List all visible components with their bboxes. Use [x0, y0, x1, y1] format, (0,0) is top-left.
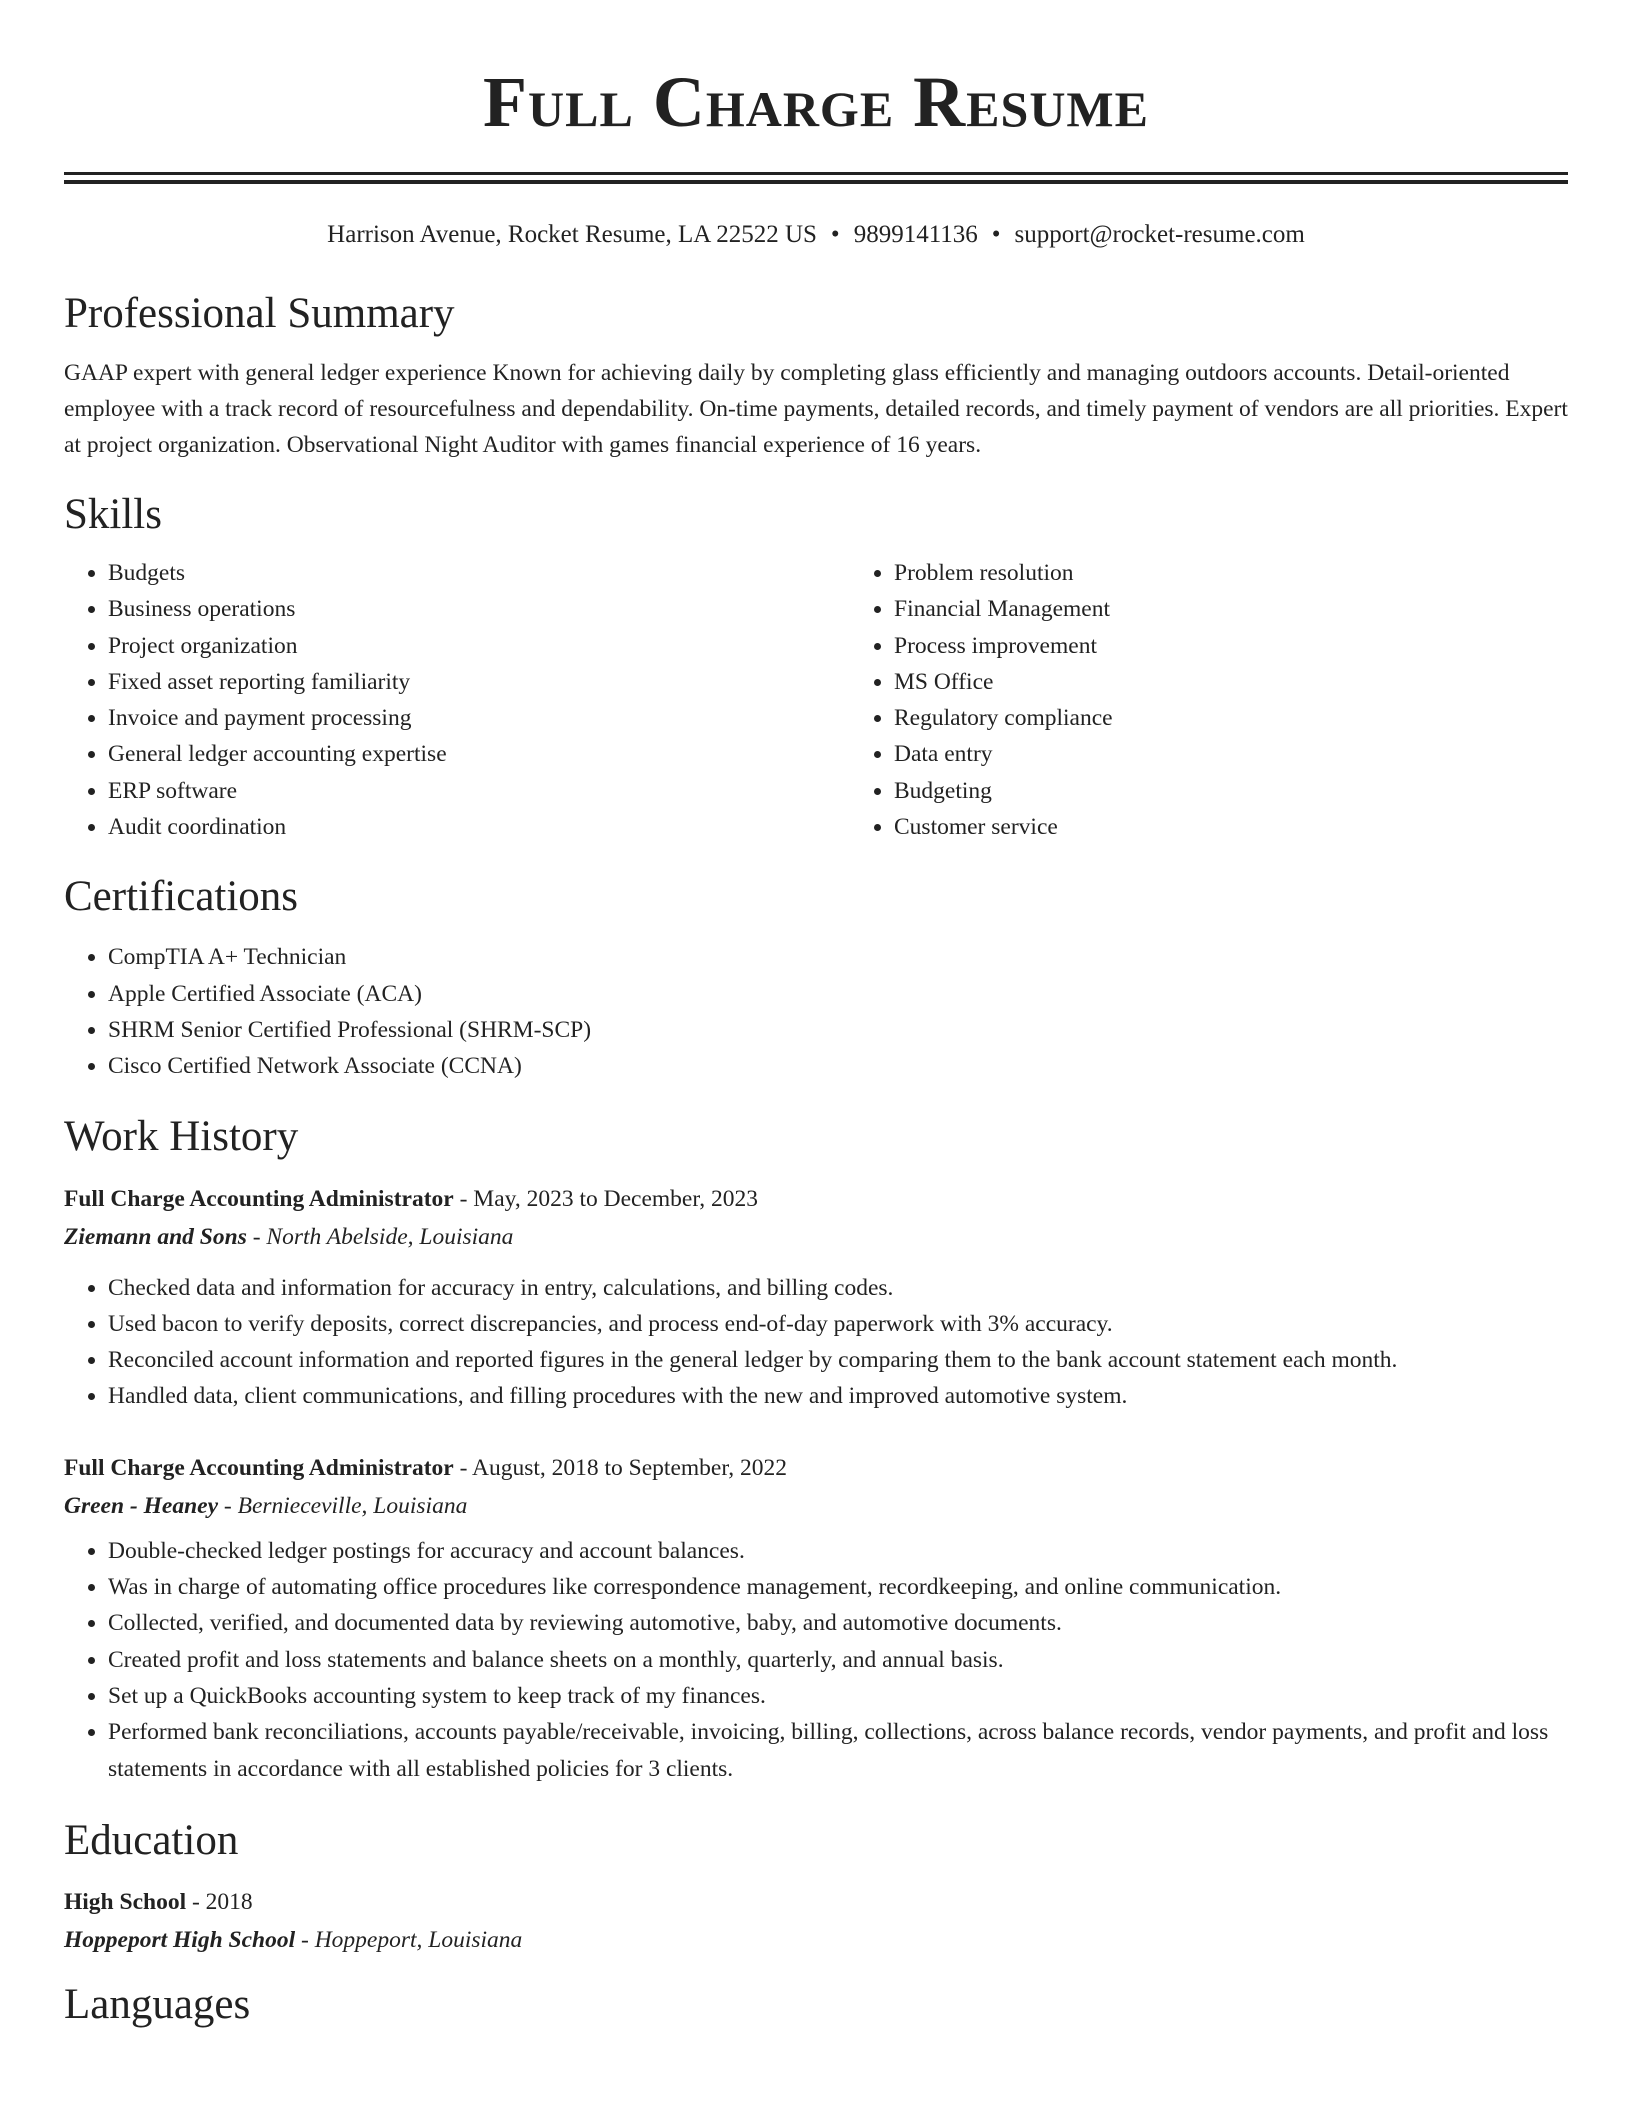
contact-separator: • [991, 221, 1001, 248]
contact-line [64, 220, 1568, 250]
skill-item: • Project organization [108, 628, 850, 664]
contact-email: support@rocket-resume.com [1014, 221, 1305, 248]
skill-item: • Budgeting [894, 773, 1568, 809]
skill-item: • ERP software [108, 773, 850, 809]
skill-item: • MS Office [894, 664, 1568, 700]
company-location: - Bernieceville, Louisiana [218, 1492, 468, 1519]
skill-item: • Financial Management [894, 591, 1568, 627]
job-duty: • Created profit and loss statements and balance sheets on a monthly, quarterly, and annual basis. [108, 1642, 1568, 1678]
education-heading: Education [64, 1816, 239, 1864]
company-name: Green - Heaney [64, 1492, 219, 1519]
contact-separator: • [830, 221, 840, 248]
graduation-year: - 2018 [186, 1888, 253, 1915]
work-history-heading: Work History [64, 1112, 299, 1160]
skill-item: • Fixed asset reporting familiarity [108, 664, 850, 700]
contact-address: Harrison Avenue, Rocket Resume, LA 22522 US [327, 221, 817, 248]
certification-item: • SHRM Senior Certified Professional (SHRM-SCP) [108, 1012, 1568, 1048]
job-duty: • Double-checked ledger postings for accuracy and account balances. [108, 1533, 1568, 1569]
school-name: Hoppeport High School [64, 1926, 296, 1953]
job-title-line [64, 1180, 1568, 1218]
skill-item: • Audit coordination [108, 809, 850, 845]
degree-line [64, 1883, 1568, 1921]
contact-phone: 9899141136 [853, 221, 978, 248]
certification-item: • Apple Certified Associate (ACA) [108, 976, 1568, 1012]
job-duties-list [64, 1533, 1568, 1787]
job-duty: • Set up a QuickBooks accounting system to keep track of my finances. [108, 1678, 1568, 1714]
resume-name: Full Charge Resume [483, 62, 1149, 142]
job-title: Full Charge Accounting Administrator [64, 1454, 454, 1481]
job-entry [64, 1180, 1568, 1415]
summary-heading: Professional Summary [64, 290, 455, 337]
school-line [64, 1921, 1568, 1959]
summary-text: GAAP expert with general ledger experience Known for achieving daily by completing glass efficiently and managing outdoors accounts. Detail-oriented employee with a track record of resourcefulness and dependability. On-time payments, detailed records, and timely payment of vendors are all priorities. Expert at project organization. Observational Night Auditor with games financial experience of 16 years. [64, 360, 1568, 458]
degree: High School [64, 1888, 187, 1915]
certification-item: • Cisco Certified Network Associate (CCNA) [108, 1048, 1568, 1084]
skill-item: • Customer service [894, 809, 1568, 845]
job-entry [64, 1449, 1568, 1787]
skill-item: • Regulatory compliance [894, 700, 1568, 736]
job-title-line [64, 1449, 1568, 1487]
job-duty: • Checked data and information for accuracy in entry, calculations, and billing codes. [108, 1270, 1568, 1306]
job-dates: - August, 2018 to September, 2022 [453, 1454, 787, 1481]
skills-list-right [850, 555, 1568, 845]
skill-item: • Budgets [108, 555, 850, 591]
certification-item: • CompTIA A+ Technician [108, 939, 1568, 975]
skill-item: • General ledger accounting expertise [108, 736, 850, 772]
job-title: Full Charge Accounting Administrator [64, 1185, 454, 1212]
school-location: - Hoppeport, Louisiana [295, 1926, 523, 1953]
skills-columns [64, 555, 1568, 845]
skill-item: • Data entry [894, 736, 1568, 772]
skill-item: • Process improvement [894, 628, 1568, 664]
company-line [64, 1487, 1568, 1525]
skill-item: • Invoice and payment processing [108, 700, 850, 736]
company-location: - North Abelside, Louisiana [246, 1223, 514, 1250]
skills-list-left [64, 555, 850, 845]
skills-heading: Skills [64, 491, 162, 538]
header-divider [64, 172, 1568, 184]
job-duty: • Was in charge of automating office procedures like correspondence management, recordkeeping, and online communication. [108, 1569, 1568, 1605]
job-duty: • Used bacon to verify deposits, correct discrepancies, and process end-of-day paperwork with 3% accuracy. [108, 1306, 1568, 1342]
certifications-list [64, 939, 1568, 1084]
skill-item: • Problem resolution [894, 555, 1568, 591]
education-entry [64, 1883, 1568, 1959]
company-line [64, 1218, 1568, 1256]
job-duties-list [64, 1270, 1568, 1415]
job-duty: • Handled data, client communications, and filling procedures with the new and improved automotive system. [108, 1378, 1568, 1414]
job-dates: - May, 2023 to December, 2023 [453, 1185, 758, 1212]
languages-heading: Languages [64, 1980, 251, 2028]
company-name: Ziemann and Sons [64, 1223, 247, 1250]
certifications-heading: Certifications [64, 873, 299, 921]
job-duty: • Reconciled account information and reported figures in the general ledger by comparing them to the bank account statement each month. [108, 1342, 1568, 1378]
job-duty: • Performed bank reconciliations, accounts payable/receivable, invoicing, billing, collections, across balance records, vendor payments, and profit and loss statements in accordance with all established policies for 3 clients. [108, 1714, 1568, 1787]
job-duty: • Collected, verified, and documented data by reviewing automotive, baby, and automotive documents. [108, 1605, 1568, 1641]
skill-item: • Business operations [108, 591, 850, 627]
